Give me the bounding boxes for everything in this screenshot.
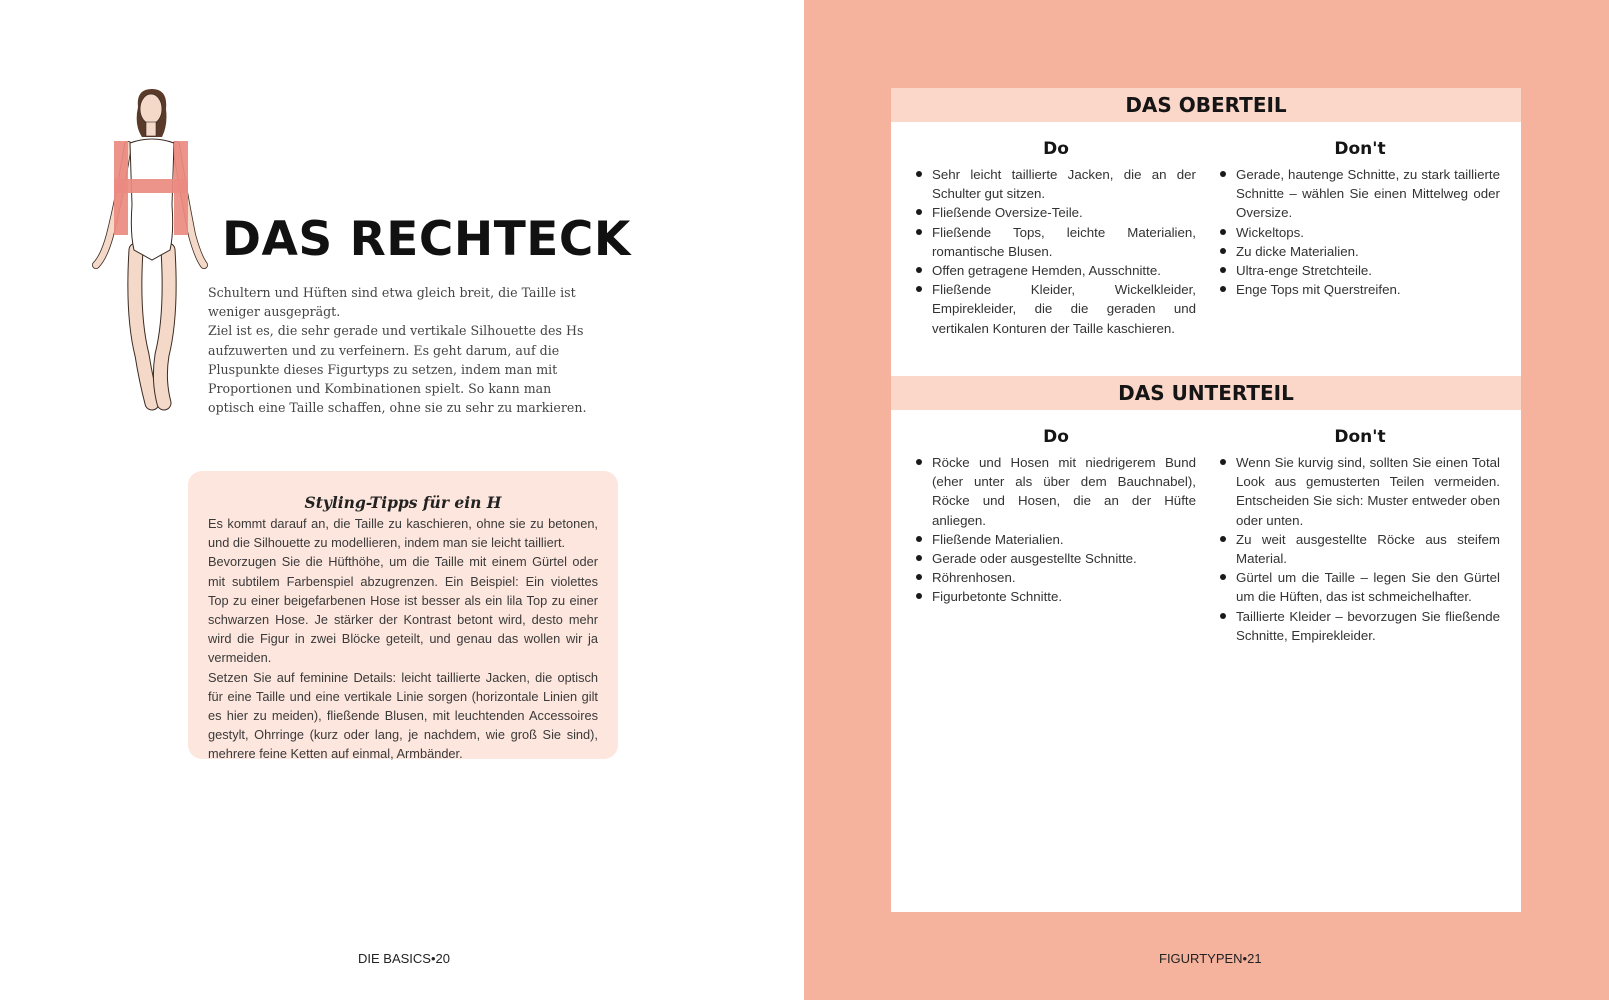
tips-paragraph: Bevorzugen Sie die Hüfthöhe, um die Taille mit einem Gürtel oder mit subtilem Farbenspiel abzugrenzen. Ein Beispiel: Ein violettes Top zu einer beigefarbenen Hose ist besser als ein lila Top zu einer schwarzen Hose. Je stärker der Kontrast betont wird, desto mehr wird die Figur in zwei Blöcke geteilt, und genau das wollen wir ja vermeiden. <box>208 554 598 666</box>
intro-paragraph: Schultern und Hüften sind etwa gleich breit, die Taille ist weniger ausgeprägt. <box>208 285 576 320</box>
list-item: Gerade, hautenge Schnitte, zu stark taillierte Schnitte – wählen Sie einen Mittelweg oder Oversize. <box>1220 165 1500 223</box>
list-item: Gerade oder ausgestellte Schnitte. <box>916 549 1196 568</box>
body-figure-illustration <box>80 85 220 420</box>
unterteil-dont-list <box>1220 453 1500 645</box>
styling-tips-body <box>208 514 598 764</box>
page-number-left: DIE BASICS•20 <box>358 951 450 966</box>
do-heading: Do <box>1043 139 1069 159</box>
oberteil-dont-column <box>1220 138 1500 299</box>
left-page <box>0 0 804 1000</box>
do-dont-panel <box>891 88 1521 912</box>
dont-heading: Don't <box>1334 427 1386 447</box>
list-item: Enge Tops mit Querstreifen. <box>1220 280 1500 299</box>
list-item: Fließende Kleider, Wickelkleider, Empirekleider, die die geraden und vertikalen Konturen der Taille kaschieren. <box>916 280 1196 338</box>
styling-tips-title: Styling-Tipps für ein H <box>304 493 502 512</box>
list-item: Offen getragene Hemden, Ausschnitte. <box>916 261 1196 280</box>
list-item: Fließende Oversize-Teile. <box>916 203 1196 222</box>
unterteil-do-list <box>916 453 1196 607</box>
list-item: Zu weit ausgestellte Röcke aus steifem Material. <box>1220 530 1500 568</box>
list-item: Sehr leicht taillierte Jacken, die an der Schulter gut sitzen. <box>916 165 1196 203</box>
list-item: Ultra-enge Stretchteile. <box>1220 261 1500 280</box>
list-item: Wenn Sie kurvig sind, sollten Sie einen Total Look aus gemusterten Teilen vermeiden. Entscheiden Sie sich: Muster entweder oben oder unten. <box>1220 453 1500 530</box>
styling-tips-box <box>188 471 618 762</box>
list-item: Zu dicke Materialien. <box>1220 242 1500 261</box>
list-item: Röcke und Hosen mit niedrigerem Bund (eher unter als über dem Bauchnabel), Röcke und Hosen, die an der Hüfte anliegen. <box>916 453 1196 530</box>
dont-heading: Don't <box>1334 139 1386 159</box>
list-item: Röhrenhosen. <box>916 568 1196 587</box>
tips-paragraph: Es kommt darauf an, die Taille zu kaschieren, ohne sie zu betonen, und die Silhouette zu modellieren, indem man sie leicht tailliert. <box>208 516 598 551</box>
list-item: Figurbetonte Schnitte. <box>916 587 1196 606</box>
list-item: Wickeltops. <box>1220 223 1500 242</box>
section-heading-unterteil: DAS UNTERTEIL <box>891 376 1521 410</box>
unterteil-dont-column <box>1220 426 1500 645</box>
oberteil-do-list <box>916 165 1196 338</box>
intro-paragraph: Ziel ist es, die sehr gerade und vertikale Silhouette des Hs aufzuwerten und zu verfeinern. Es geht darum, auf die Pluspunkte dieses Figurtyps zu setzen, indem man mit Proportionen und Kombinationen spielt. So kann man optisch eine Taille schaffen, ohne sie zu sehr zu markieren. <box>208 323 587 416</box>
list-item: Fließende Tops, leichte Materialien, romantische Blusen. <box>916 223 1196 261</box>
page-title: DAS RECHTECK <box>222 212 631 267</box>
oberteil-dont-list <box>1220 165 1500 299</box>
oberteil-do-column <box>916 138 1196 338</box>
page-number-right: FIGURTYPEN•21 <box>1159 951 1262 966</box>
right-page <box>804 0 1609 1000</box>
section-heading-oberteil: DAS OBERTEIL <box>891 88 1521 122</box>
list-item: Fließende Materialien. <box>916 530 1196 549</box>
list-item: Taillierte Kleider – bevorzugen Sie fließende Schnitte, Empirekleider. <box>1220 607 1500 645</box>
unterteil-do-column <box>916 426 1196 607</box>
list-item: Gürtel um die Taille – legen Sie den Gürtel um die Hüften, das ist schmeichelhafter. <box>1220 568 1500 606</box>
do-heading: Do <box>1043 427 1069 447</box>
intro-text <box>208 283 596 417</box>
tips-paragraph: Setzen Sie auf feminine Details: leicht taillierte Jacken, die optisch für eine Taille und eine vertikale Linie sorgen (horizontale Linien gilt es hier zu meiden), fließende Blusen, mit leuchtenden Accessoires gestylt, Ohrringe (kurz oder lang, je nachdem, wie groß Sie sind), mehrere feine Ketten auf einmal, Armbänder. <box>208 669 598 762</box>
